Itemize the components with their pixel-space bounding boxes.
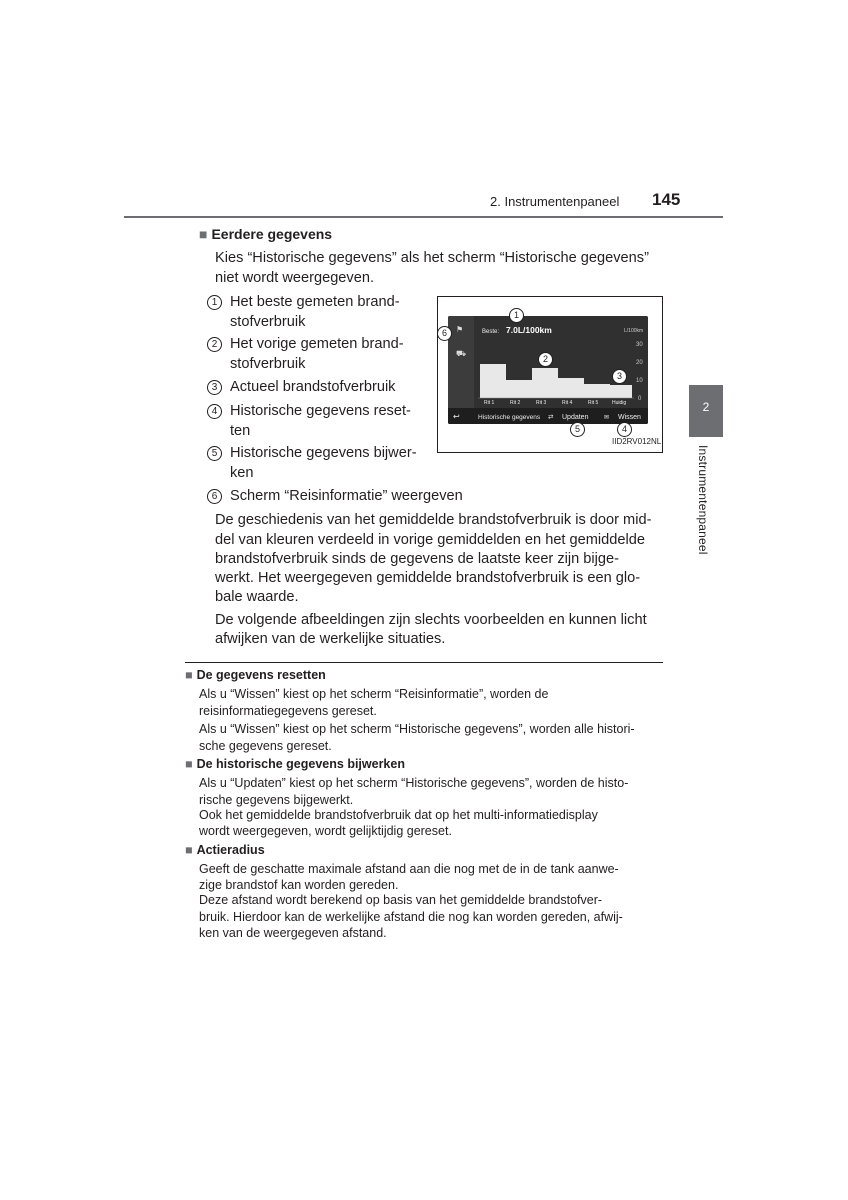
note-heading [185,757,405,771]
paragraph-line: De volgende afbeeldingen zijn slechts voorbeelden en kunnen licht [215,612,647,628]
list-item-text: stofverbruik [230,356,306,372]
update-icon[interactable]: ⇄ [548,414,554,421]
paragraph-line: werkt. Het weergegeven gemiddelde brandstofverbruik is een glo- [215,570,641,586]
figure-callout: 4 [617,422,632,437]
notes-divider [185,662,663,663]
list-item-text: Historische gegevens bijwer- [230,445,417,461]
paragraph-line: del van kleuren verdeeld in vorige gemiddelden en het gemiddelde [215,532,645,548]
bar-label: Rit 2 [510,400,521,406]
paragraph-line: bale waarde. [215,589,299,605]
figure-code: IID2RV012NL [612,437,662,446]
chapter-tab-number: 2 [702,400,710,414]
note-line: zige brandstof kan worden gereden. [199,878,399,892]
history-button[interactable]: Historische gegevens [478,414,541,421]
list-item [207,401,437,441]
bar-huidig [610,385,632,398]
note-heading-text: Actieradius [196,843,265,857]
bar-rit-2 [506,380,532,398]
chapter-tab-label: Instrumentenpaneel [696,445,710,555]
paragraph-line: afwijken van de werkelijke situaties. [215,631,446,647]
list-item [207,443,437,483]
note-line: reisinformatiegegevens gereset. [199,704,377,718]
intro-line-2: niet wordt weergegeven. [215,270,375,286]
figure-callout: 2 [538,352,553,367]
note-line: Als u “Wissen” kiest op het scherm “Historische gegevens”, worden alle histori- [199,722,635,736]
list-item-text: stofverbruik [230,314,306,330]
clear-button[interactable]: Wissen [618,414,641,421]
callout-number: 4 [207,404,222,419]
y-tick: 20 [636,360,643,366]
figure-callout: 6 [437,326,452,341]
best-label: Beste: [482,329,500,335]
list-item-text: ten [230,423,251,439]
y-tick: 0 [638,396,642,402]
list-item-text: Actueel brandstofverbruik [230,379,396,395]
update-button[interactable]: Updaten [562,414,589,421]
figure-callout: 1 [509,308,524,323]
y-tick: 10 [636,378,643,384]
list-item [207,377,437,397]
running-header-section: 2. Instrumentenpaneel [490,194,620,209]
unit-label: L/100km [624,328,644,334]
list-item [207,292,437,332]
y-tick: 30 [636,342,643,348]
figure-callout: 5 [570,422,585,437]
bar-rit-4 [558,378,584,398]
section-title [199,226,332,242]
callout-number: 3 [207,380,222,395]
bar-label: Huidig [612,400,627,406]
square-bullet-icon: ■ [185,757,193,771]
note-line: sche gegevens gereset. [199,739,332,753]
paragraph-line: brandstofverbruik sinds de gegevens de laatste keer zijn bijge- [215,551,619,567]
back-icon[interactable]: ↩ [453,412,460,421]
bar-label: Rit 5 [588,400,599,406]
square-bullet-icon: ■ [199,226,208,242]
paragraph-line: De geschiedenis van het gemiddelde brandstofverbruik is door mid- [215,512,652,528]
header-rule [124,216,723,218]
callout-number: 1 [207,295,222,310]
bar-rit-1 [480,364,506,398]
intro-line-1: Kies “Historische gegevens” als het scherm “Historische gegevens” [215,250,649,266]
list-item-text: Scherm “Reisinformatie” weergeven [230,488,463,504]
callout-number: 5 [207,446,222,461]
bar-label: Rit 1 [484,400,495,406]
list-item-text: ken [230,465,254,481]
best-value: 7.0L/100km [506,325,552,335]
square-bullet-icon: ■ [185,843,193,857]
list-item-text: Het beste gemeten brand- [230,294,400,310]
list-item [207,334,437,374]
list-item-text: Het vorige gemeten brand- [230,336,404,352]
bar-label: Rit 4 [562,400,573,406]
note-heading-text: De historische gegevens bijwerken [196,757,405,771]
note-line: wordt weergegeven, wordt gelijktijdig gereset. [199,824,452,838]
page-number: 145 [652,190,681,209]
bar-rit-5 [584,384,610,398]
note-line: bruik. Hierdoor kan de werkelijke afstand die nog kan worden gereden, afwij- [199,910,623,924]
figure-callout: 3 [612,369,627,384]
note-line: Geeft de geschatte maximale afstand aan die nog met de in de tank aanwe- [199,862,619,876]
note-line: ken van de weergegeven afstand. [199,926,387,940]
bar-rit-3 [532,368,558,398]
note-heading [185,843,265,857]
flag-icon: ⚑ [456,325,464,334]
note-line: rische gegevens bijgewerkt. [199,793,354,807]
list-item-text: Historische gegevens reset- [230,403,411,419]
square-bullet-icon: ■ [185,668,193,682]
list-item [207,486,507,506]
callout-number: 2 [207,337,222,352]
note-heading-text: De gegevens resetten [196,668,326,682]
note-line: Als u “Updaten” kiest op het scherm “Historische gegevens”, worden de histo- [199,776,629,790]
callout-number: 6 [207,489,222,504]
car-icon: ⛟ [456,349,467,358]
note-line: Als u “Wissen” kiest op het scherm “Reisinformatie”, worden de [199,687,549,701]
note-heading [185,668,326,682]
clear-icon[interactable]: ✉ [604,415,610,421]
note-line: Deze afstand wordt berekend op basis van het gemiddelde brandstofver- [199,893,603,907]
section-title-text: Eerdere gegevens [211,226,333,242]
bar-label: Rit 3 [536,400,547,406]
note-line: Ook het gemiddelde brandstofverbruik dat op het multi-informatiedisplay [199,808,598,822]
